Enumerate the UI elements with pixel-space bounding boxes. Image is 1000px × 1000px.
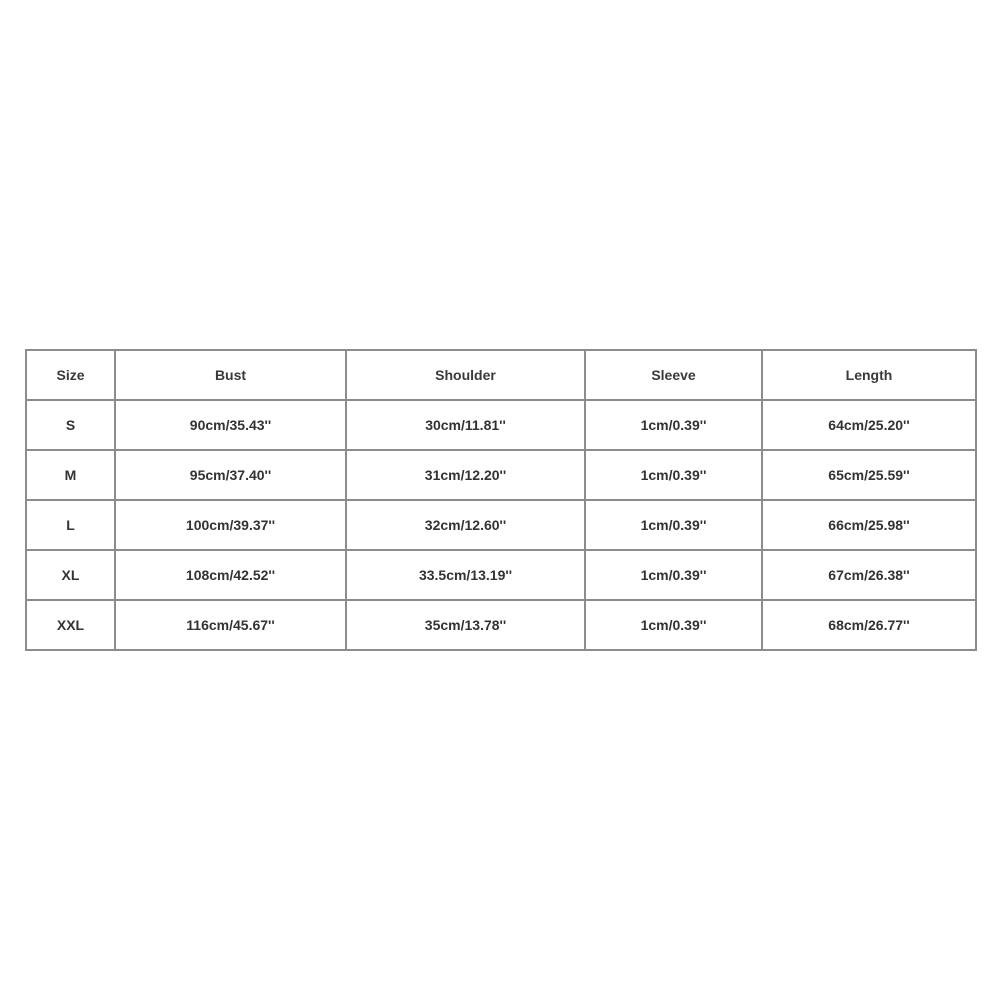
table-row: [26, 400, 976, 450]
header-shoulder: Shoulder: [346, 350, 585, 400]
table-row: [26, 550, 976, 600]
cell-shoulder: 31cm/12.20'': [346, 450, 585, 500]
cell-size: XXL: [26, 600, 115, 650]
table-header-row: [26, 350, 976, 400]
cell-size: S: [26, 400, 115, 450]
cell-length: 66cm/25.98'': [762, 500, 976, 550]
cell-shoulder: 35cm/13.78'': [346, 600, 585, 650]
cell-shoulder: 30cm/11.81'': [346, 400, 585, 450]
cell-bust: 108cm/42.52'': [115, 550, 346, 600]
cell-length: 64cm/25.20'': [762, 400, 976, 450]
cell-size: XL: [26, 550, 115, 600]
header-size: Size: [26, 350, 115, 400]
table-row: [26, 450, 976, 500]
cell-sleeve: 1cm/0.39'': [585, 550, 762, 600]
cell-sleeve: 1cm/0.39'': [585, 400, 762, 450]
cell-length: 65cm/25.59'': [762, 450, 976, 500]
cell-bust: 95cm/37.40'': [115, 450, 346, 500]
header-length: Length: [762, 350, 976, 400]
cell-bust: 116cm/45.67'': [115, 600, 346, 650]
cell-bust: 100cm/39.37'': [115, 500, 346, 550]
cell-bust: 90cm/35.43'': [115, 400, 346, 450]
cell-length: 68cm/26.77'': [762, 600, 976, 650]
cell-sleeve: 1cm/0.39'': [585, 600, 762, 650]
header-sleeve: Sleeve: [585, 350, 762, 400]
cell-sleeve: 1cm/0.39'': [585, 450, 762, 500]
cell-shoulder: 33.5cm/13.19'': [346, 550, 585, 600]
table-row: [26, 500, 976, 550]
cell-sleeve: 1cm/0.39'': [585, 500, 762, 550]
cell-length: 67cm/26.38'': [762, 550, 976, 600]
table-row: [26, 600, 976, 650]
cell-shoulder: 32cm/12.60'': [346, 500, 585, 550]
header-bust: Bust: [115, 350, 346, 400]
size-chart-table: [25, 349, 977, 651]
cell-size: M: [26, 450, 115, 500]
cell-size: L: [26, 500, 115, 550]
